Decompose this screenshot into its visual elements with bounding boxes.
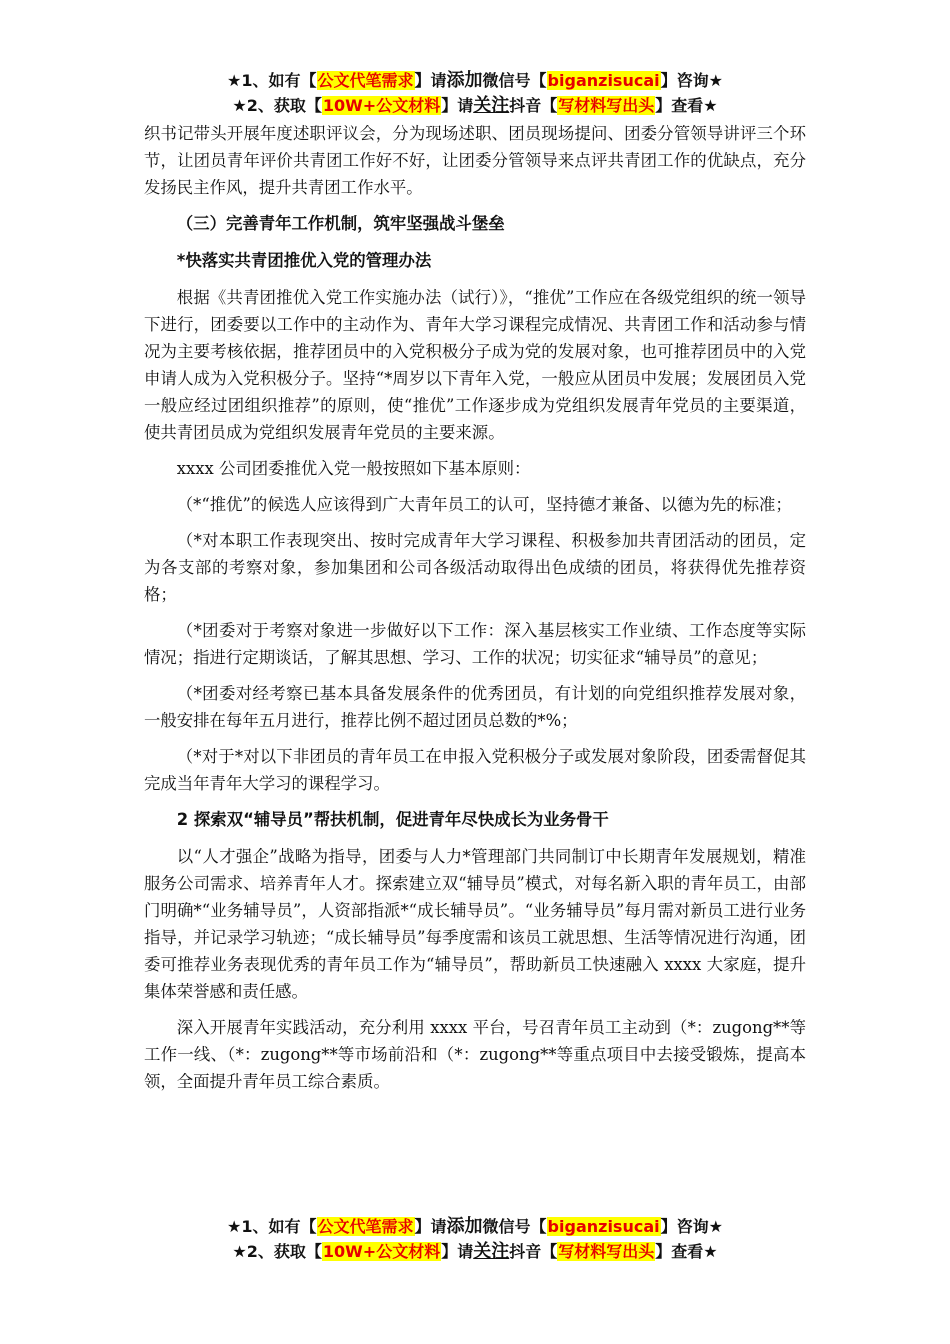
- banner-highlight: 写材料写出头: [558, 1242, 655, 1261]
- banner-highlight: 公文代笔需求: [317, 71, 414, 90]
- banner-line-1: [0, 1214, 950, 1239]
- banner-highlight: biganzisucai: [547, 71, 660, 90]
- banner-text: ★2、获取【: [232, 96, 322, 115]
- banner-line-1: [0, 68, 950, 93]
- banner-text: ★1、如有【: [227, 1217, 317, 1236]
- banner-line-2: [0, 93, 950, 118]
- list-paragraph: （*“推优”的候选人应该得到广大青年员工的认可，坚持德才兼备、以德为先的标准；: [176, 495, 792, 514]
- banner-text: 】查看★: [655, 96, 718, 115]
- banner-emphasis: 添加: [446, 70, 483, 91]
- banner-text: 】咨询★: [660, 71, 723, 90]
- banner-text: 】请: [414, 1217, 447, 1236]
- banner-text: 微信号【: [482, 71, 547, 90]
- banner-text: 】咨询★: [660, 1217, 723, 1236]
- banner-highlight: 写材料写出头: [558, 96, 655, 115]
- list-paragraph: （*团委对经考察已基本具备发展条件的优秀团员，有计划的向党组织推荐发展对象，一般安排在每年五月进行，推荐比例不超过团员总数的*%；: [144, 684, 806, 730]
- banner-highlight: biganzisucai: [547, 1217, 660, 1236]
- banner-emphasis: 添加: [446, 1216, 483, 1237]
- list-paragraph: （*对于*对以下非团员的青年员工在申报入党积极分子或发展对象阶段，团委需督促其完成当年青年大学习的课程学习。: [144, 747, 806, 793]
- subsection-heading: *快落实共青团推优入党的管理办法: [176, 251, 432, 270]
- section-heading: （三）完善青年工作机制，筑牢坚强战斗堡垒: [176, 214, 505, 233]
- banner-emphasis: 关注: [473, 95, 510, 116]
- paragraph: 织书记带头开展年度述职评议会，分为现场述职、团员现场提问、团委分管领导讲评三个环节，让团员青年评价共青团工作好不好，让团委分管领导来点评共青团工作的优缺点，充分发扬民主作风，提升共青团工作水平。: [144, 124, 806, 197]
- banner-text: 】查看★: [655, 1242, 718, 1261]
- banner-highlight: 公文代笔需求: [317, 1217, 414, 1236]
- banner-text: 】请: [441, 96, 474, 115]
- banner-text: ★1、如有【: [227, 71, 317, 90]
- banner-emphasis: 关注: [473, 1241, 510, 1262]
- list-paragraph: （*对本职工作表现突出、按时完成青年大学习课程、积极参加共青团活动的团员，定为各支部的考察对象，参加集团和公司各级活动取得出色成绩的团员，将获得优先推荐资格；: [144, 531, 806, 604]
- header-banner: [0, 68, 950, 118]
- paragraph: 根据《共青团推优入党工作实施办法（试行）》，“推优”工作应在各级党组织的统一领导下进行，团委要以工作中的主动作为、青年大学习课程完成情况、共青团工作和活动参与情况为主要考核依据，推荐团员中的入党积极分子成为党的发展对象，也可推荐团员中的入党申请人成为入党积极分子。坚持“*周岁以下青年入党，一般应从团员中发展；发展团员入党一般应经过团组织推荐”的原则，使“推优”工作逐步成为党组织发展青年党员的主要渠道，使共青团员成为党组织发展青年党员的主要来源。: [144, 288, 806, 442]
- subsection-heading: 2 探索双“辅导员”帮扶机制，促进青年尽快成长为业务骨干: [176, 810, 609, 829]
- footer-banner: [0, 1214, 950, 1264]
- banner-line-2: [0, 1239, 950, 1264]
- paragraph: 深入开展青年实践活动，充分利用 xxxx 平台，号召青年员工主动到（*：zugong**等工作一线、（*：zugong**等市场前沿和（*：zugong**等重点项目中去接受锻炼，提高本领，全面提升青年员工综合素质。: [144, 1018, 806, 1091]
- banner-highlight: 10W+公文材料: [322, 1242, 441, 1261]
- banner-text: 微信号【: [482, 1217, 547, 1236]
- list-paragraph: （*团委对于考察对象进一步做好以下工作：深入基层核实工作业绩、工作态度等实际情况；指进行定期谈话，了解其思想、学习、工作的状况；切实征求“辅导员”的意见；: [144, 621, 806, 667]
- paragraph: 以“人才强企”战略为指导，团委与人力*管理部门共同制订中长期青年发展规划，精准服务公司需求、培养青年人才。探索建立双“辅导员”模式，对每名新入职的青年员工，由部门明确*“业务辅导员”，人资部指派*“成长辅导员”。“业务辅导员”每月需对新员工进行业务指导，并记录学习轨迹；“成长辅导员”每季度需和该员工就思想、生活等情况进行沟通，团委可推荐业务表现优秀的青年员工作为“辅导员”，帮助新员工快速融入 xxxx 大家庭，提升集体荣誉感和责任感。: [144, 847, 806, 1001]
- paragraph: xxxx 公司团委推优入党一般按照如下基本原则：: [176, 459, 531, 478]
- banner-text: ★2、获取【: [232, 1242, 322, 1261]
- banner-text: 抖音【: [509, 1242, 558, 1261]
- banner-highlight: 10W+公文材料: [322, 96, 441, 115]
- document-body: [144, 120, 806, 1104]
- banner-text: 】请: [414, 71, 447, 90]
- banner-text: 】请: [441, 1242, 474, 1261]
- banner-text: 抖音【: [509, 96, 558, 115]
